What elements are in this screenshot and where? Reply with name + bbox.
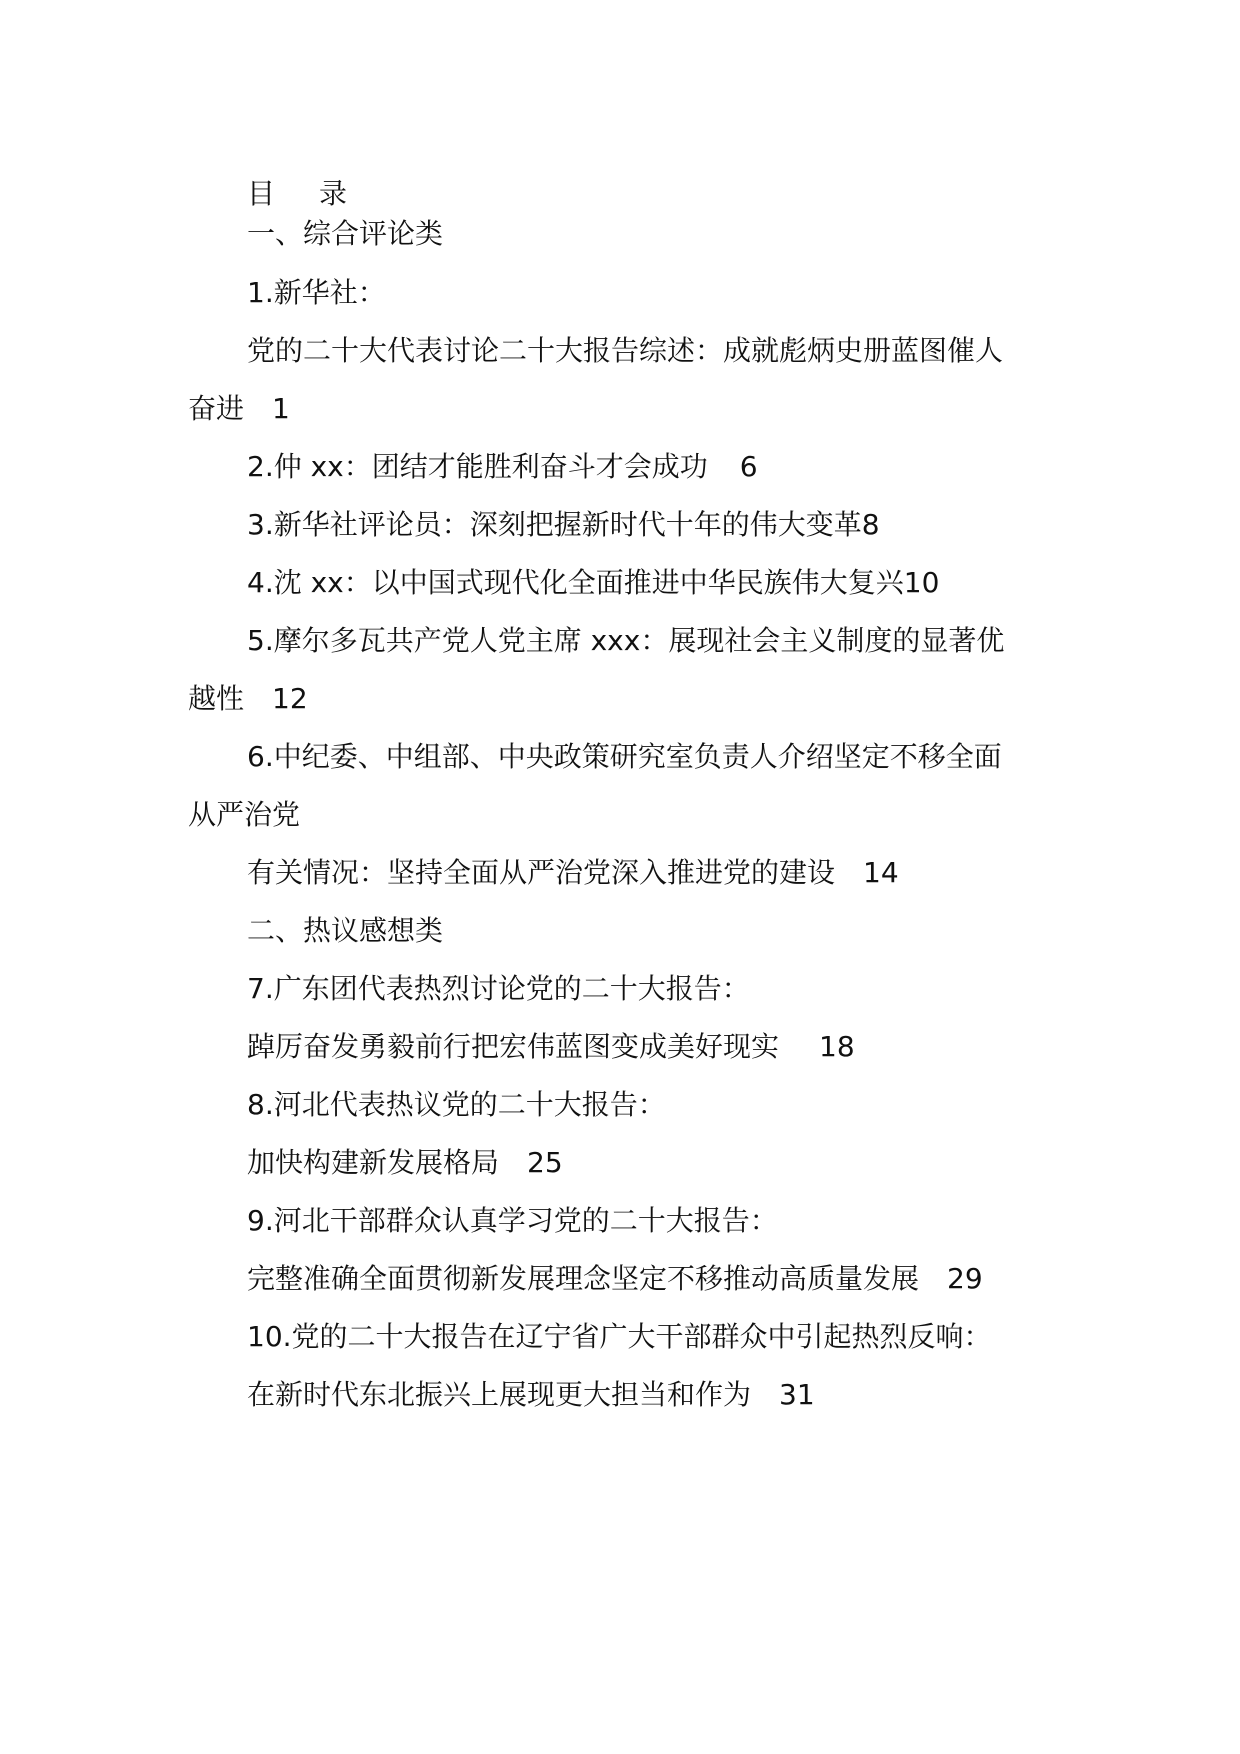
toc-item-10-subtitle[interactable] <box>247 1375 815 1415</box>
section-heading-1: 一、综合评论类 <box>247 217 444 250</box>
toc-item-6-title-continued[interactable]: 从严治党 <box>188 798 301 831</box>
section-heading-2: 二、热议感想类 <box>247 914 444 947</box>
toc-item-1-heading[interactable]: 1.新华社： <box>247 276 386 309</box>
toc-item-5-continuation[interactable] <box>188 679 308 719</box>
toc-item-4-page-number: 10 <box>903 566 940 599</box>
toc-item-5-title[interactable]: 5.摩尔多瓦共产党人党主席 xxx：展现社会主义制度的显著优 <box>247 624 1005 657</box>
toc-item-10-heading[interactable]: 10.党的二十大报告在辽宁省广大干部群众中引起热烈反响： <box>247 1320 992 1353</box>
toc-item-3-title: 3.新华社评论员：深刻把握新时代十年的伟大变革 <box>247 508 862 541</box>
toc-item-9-subtitle[interactable] <box>247 1259 983 1299</box>
toc-item-7-heading[interactable]: 7.广东团代表热烈讨论党的二十大报告： <box>247 972 750 1005</box>
toc-item-4-title: 4.沈 xx：以中国式现代化全面推进中华民族伟大复兴 <box>247 566 904 599</box>
toc-item-10-subtitle-text: 在新时代东北振兴上展现更大担当和作为 <box>247 1378 752 1411</box>
toc-item-1-continuation[interactable] <box>188 389 290 429</box>
toc-item-9-page-number: 29 <box>947 1262 983 1295</box>
toc-item-8-heading[interactable]: 8.河北代表热议党的二十大报告： <box>247 1088 666 1121</box>
toc-item-2[interactable] <box>247 447 758 487</box>
toc-item-5-page-number: 12 <box>272 682 308 715</box>
toc-item-9-heading[interactable]: 9.河北干部群众认真学习党的二十大报告： <box>247 1204 778 1237</box>
toc-item-10-page-number: 31 <box>779 1378 815 1411</box>
toc-item-7-subtitle-text: 踔厉奋发勇毅前行把宏伟蓝图变成美好现实 <box>247 1030 780 1063</box>
toc-item-6-page-number: 14 <box>863 856 899 889</box>
toc-item-3-page-number: 8 <box>861 508 880 541</box>
toc-item-6-subtitle[interactable] <box>247 853 899 893</box>
toc-item-2-page-number: 6 <box>739 450 758 483</box>
toc-item-1-page-number: 1 <box>272 392 290 425</box>
toc-item-6-subtitle-text: 有关情况：坚持全面从严治党深入推进党的建设 <box>247 856 836 889</box>
toc-item-9-subtitle-text: 完整准确全面贯彻新发展理念坚定不移推动高质量发展 <box>247 1262 920 1295</box>
toc-title <box>247 174 347 214</box>
toc-item-8-page-number: 25 <box>527 1146 563 1179</box>
toc-item-6-title[interactable]: 6.中纪委、中组部、中央政策研究室负责人介绍坚定不移全面 <box>247 740 1002 773</box>
toc-title-char-1: 目 <box>247 177 276 210</box>
toc-item-7-subtitle[interactable] <box>247 1027 855 1067</box>
toc-item-8-subtitle-text: 加快构建新发展格局 <box>247 1146 500 1179</box>
toc-item-5-title-end: 越性 <box>188 682 245 715</box>
toc-item-8-subtitle[interactable] <box>247 1143 563 1183</box>
toc-item-1-title-end: 奋进 <box>188 392 245 425</box>
toc-item-3[interactable] <box>247 505 880 545</box>
toc-title-char-2: 录 <box>319 177 348 210</box>
toc-item-4[interactable] <box>247 563 939 603</box>
toc-item-2-title: 2.仲 xx：团结才能胜利奋斗才会成功 <box>247 450 708 483</box>
toc-item-1-title[interactable]: 党的二十大代表讨论二十大报告综述：成就彪炳史册蓝图催人 <box>247 334 1004 367</box>
toc-item-7-page-number: 18 <box>819 1030 855 1063</box>
